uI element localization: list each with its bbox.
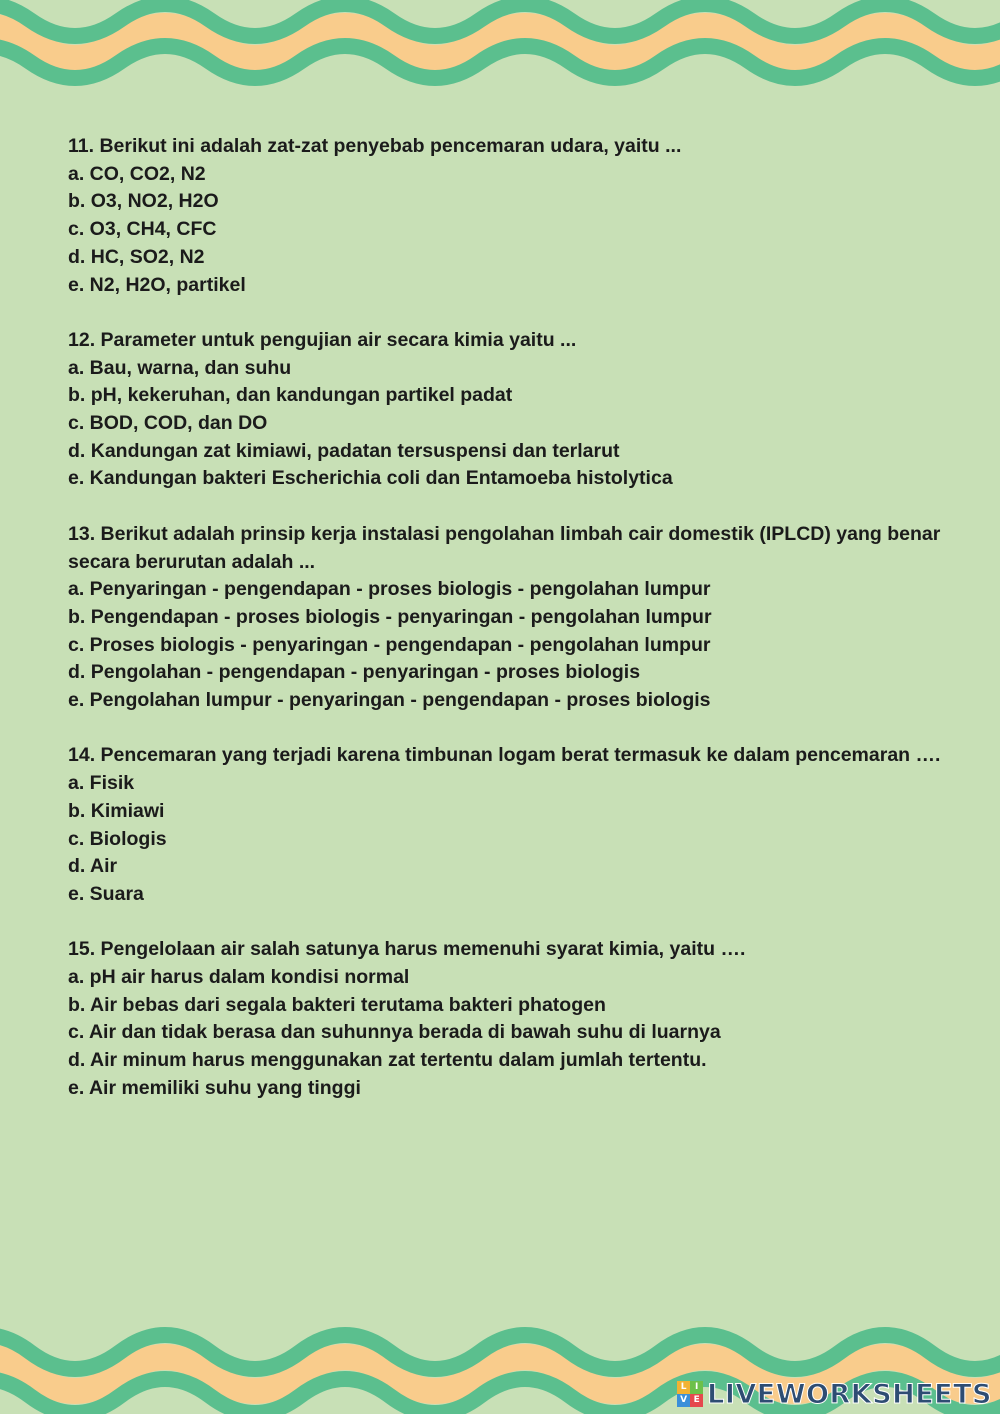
question-13-option-d: d. Pengolahan - pengendapan - penyaringan - proses biologis xyxy=(68,661,641,684)
question-13-option-c: c. Proses biologis - penyaringan - pengendapan - pengolahan lumpur xyxy=(68,633,711,656)
question-15-option-a: a. pH air harus dalam kondisi normal xyxy=(68,966,410,989)
question-11-option-c: c. O3, CH4, CFC xyxy=(68,218,217,241)
top-wave-border xyxy=(0,0,1000,90)
logo-letter-l: L xyxy=(677,1381,690,1394)
question-14-option-b: b. Kimiawi xyxy=(68,799,165,822)
question-15-option-e: e. Air memiliki suhu yang tinggi xyxy=(68,1076,361,1099)
liveworksheets-watermark xyxy=(677,1377,992,1411)
liveworksheets-logo-icon xyxy=(677,1381,703,1407)
question-13-option-e: e. Pengolahan lumpur - penyaringan - pengendapan - proses biologis xyxy=(68,689,711,712)
question-12-option-e: e. Kandungan bakteri Escherichia coli dan Entamoeba histolytica xyxy=(68,467,673,490)
logo-letter-v: V xyxy=(677,1394,690,1407)
question-15 xyxy=(68,936,978,1102)
question-15-stem: 15. Pengelolaan air salah satunya harus memenuhi syarat kimia, yaitu …. xyxy=(68,938,746,961)
question-12-option-b: b. pH, kekeruhan, dan kandungan partikel padat xyxy=(68,384,513,407)
question-14-option-d: d. Air xyxy=(68,855,118,878)
question-12-option-c: c. BOD, COD, dan DO xyxy=(68,412,268,435)
question-14 xyxy=(68,742,978,908)
question-14-option-a: a. Fisik xyxy=(68,772,135,795)
question-14-option-c: c. Biologis xyxy=(68,827,167,850)
question-11 xyxy=(68,133,978,299)
question-14-stem: 14. Pencemaran yang terjadi karena timbunan logam berat termasuk ke dalam pencemaran …. xyxy=(68,744,941,767)
watermark-text: LIVEWORKSHEETS xyxy=(707,1378,992,1410)
question-11-option-b: b. O3, NO2, H2O xyxy=(68,190,219,213)
question-13-option-a: a. Penyaringan - pengendapan - proses biologis - pengolahan lumpur xyxy=(68,578,711,601)
question-13-stem: 13. Berikut adalah prinsip kerja instalasi pengolahan limbah cair domestik (IPLCD) yang benar secara berurutan adalah ... xyxy=(68,522,941,573)
question-11-option-d: d. HC, SO2, N2 xyxy=(68,245,205,268)
question-12-option-a: a. Bau, warna, dan suhu xyxy=(68,356,292,379)
question-13-option-b: b. Pengendapan - proses biologis - penyaringan - pengolahan lumpur xyxy=(68,605,712,628)
question-15-option-d: d. Air minum harus menggunakan zat tertentu dalam jumlah tertentu. xyxy=(68,1049,707,1072)
question-12 xyxy=(68,327,978,493)
question-14-option-e: e. Suara xyxy=(68,882,144,905)
question-13 xyxy=(68,521,978,715)
question-15-option-b: b. Air bebas dari segala bakteri terutama bakteri phatogen xyxy=(68,993,606,1016)
question-15-option-c: c. Air dan tidak berasa dan suhunnya berada di bawah suhu di luarnya xyxy=(68,1021,721,1044)
question-12-option-d: d. Kandungan zat kimiawi, padatan tersuspensi dan terlarut xyxy=(68,439,620,462)
question-11-stem: 11. Berikut ini adalah zat-zat penyebab pencemaran udara, yaitu ... xyxy=(68,135,682,157)
question-12-stem: 12. Parameter untuk pengujian air secara kimia yaitu ... xyxy=(68,328,577,351)
question-11-option-e: e. N2, H2O, partikel xyxy=(68,273,246,296)
question-11-option-a: a. CO, CO2, N2 xyxy=(68,162,206,185)
top-wave-green-lower xyxy=(0,46,1000,78)
worksheet-content xyxy=(68,133,978,1130)
logo-letter-i: I xyxy=(690,1381,703,1394)
logo-letter-e: E xyxy=(690,1394,703,1407)
